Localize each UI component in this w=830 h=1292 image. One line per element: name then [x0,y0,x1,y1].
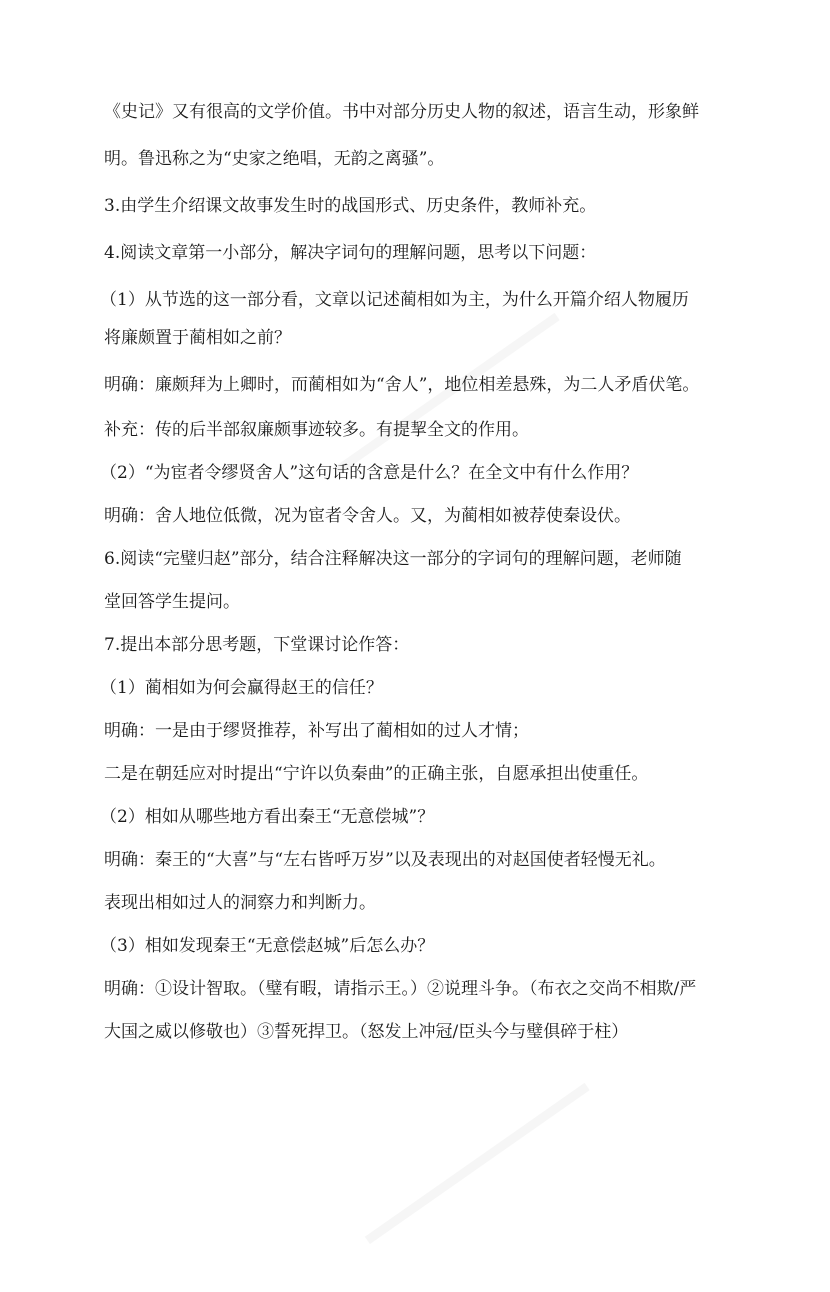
question-line: （1）蔺相如为何会赢得赵王的信任？ [100,678,383,698]
answer-line: 明确：廉颇拜为上卿时，而蔺相如为“舍人”，地位相差悬殊，为二人矛盾伏笔。 [104,375,700,395]
paragraph-line: 6.阅读“完璧归赵”部分，结合注释解决这一部分的字词句的理解问题，老师随 [104,549,682,569]
answer-line: 明确：①设计智取。（璧有暇，请指示王。）②说理斗争。（布衣之交尚不相欺/严 [104,979,697,999]
paragraph-line: 大国之威以修敬也）③誓死捍卫。（怒发上冲冠/臣头今与璧俱碎于柱） [104,1022,629,1042]
answer-line: 明确：秦王的“大喜”与“左右皆呼万岁”以及表现出的对赵国使者轻慢无礼。 [104,850,666,870]
paragraph-line: 补充：传的后半部叙廉颇事迹较多。有提挈全文的作用。 [104,420,529,440]
question-line: （1）从节选的这一部分看，文章以记述蔺相如为主，为什么开篇介绍人物履历 [100,290,689,310]
paragraph-line: 3.由学生介绍课文故事发生时的战国形式、历史条件，教师补充。 [104,196,597,216]
paragraph-line: 堂回答学生提问。 [104,592,240,612]
question-line: （3）相如发现秦王“无意偿赵城”后怎么办？ [100,936,435,956]
paragraph-line: 表现出相如过人的洞察力和判断力。 [104,893,376,913]
paragraph-line: 将廉颇置于蔺相如之前？ [104,328,291,348]
question-line: （2）相如从哪些地方看出秦王“无意偿城”？ [100,807,435,827]
answer-line: 明确：一是由于缪贤推荐，补写出了蔺相如的过人才情； [104,721,529,741]
paragraph-line: 《史记》又有很高的文学价值。书中对部分历史人物的叙述，语言生动，形象鲜 [104,102,699,122]
answer-line: 明确：舍人地位低微，况为宦者令舍人。又，为蔺相如被荐使秦设伏。 [104,506,631,526]
paragraph-line: 明。鲁迅称之为“史家之绝唱，无韵之离骚”。 [104,149,445,169]
paragraph-line: 二是在朝廷应对时提出“宁许以负秦曲”的正确主张，自愿承担出使重任。 [104,764,649,784]
paragraph-line: 7.提出本部分思考题，下堂课讨论作答： [104,635,410,655]
question-line: （2）“为宦者令缪贤舍人”这句话的含意是什么？在全文中有什么作用？ [100,463,639,483]
paragraph-line: 4.阅读文章第一小部分，解决字词句的理解问题，思考以下问题： [104,243,597,263]
watermark [310,1006,625,1292]
